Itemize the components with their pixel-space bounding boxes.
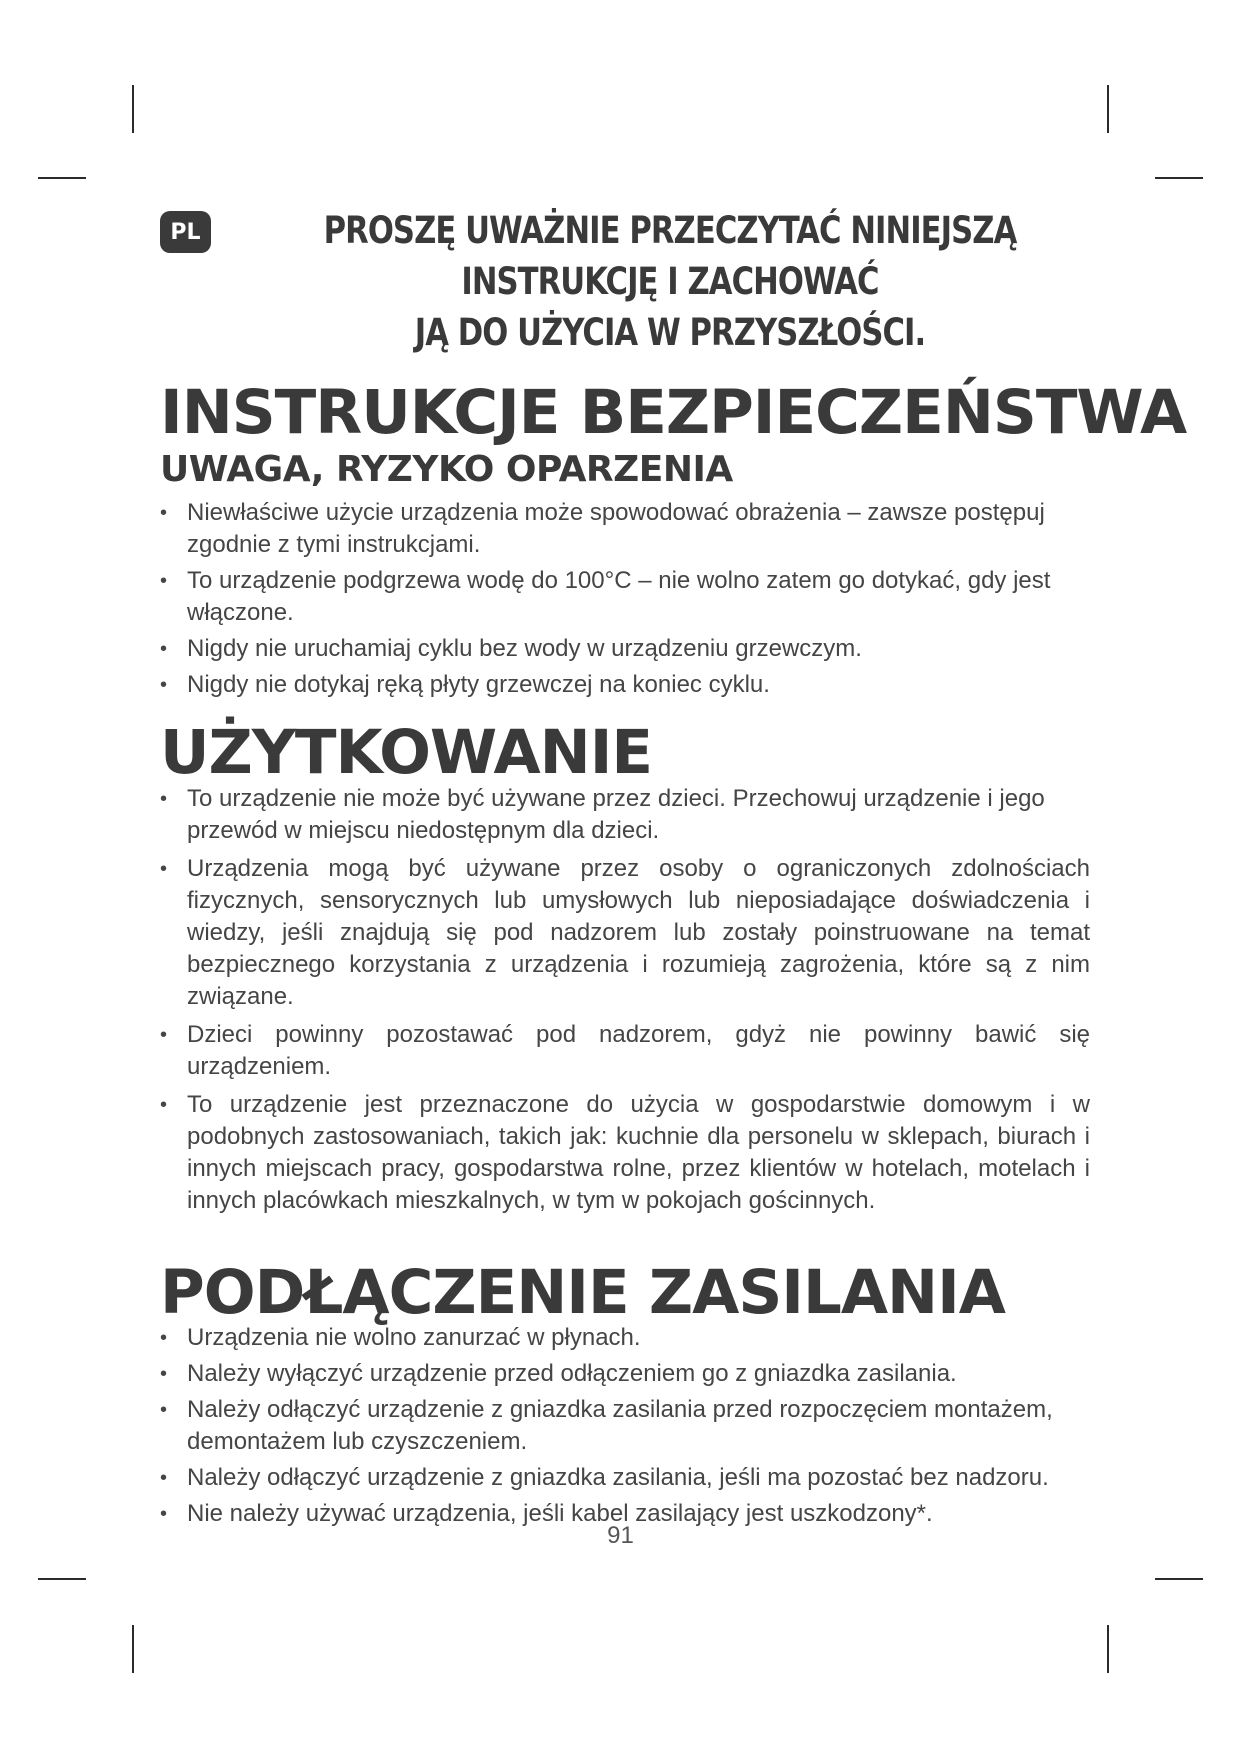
crop-mark-top-right-vertical bbox=[1107, 85, 1109, 133]
header-line-2: INSTRUKCJĘ I ZACHOWAĆ bbox=[461, 260, 879, 303]
usage-item: • To urządzenie nie może być używane przez dzieci. Przechowuj urządzenie i jego przewód w miejscu niedostępnym dla dzieci. bbox=[160, 783, 1090, 847]
power-item: • Nie należy używać urządzenia, jeśli kabel zasilający jest uszkodzony*. bbox=[160, 1498, 1090, 1530]
safety-section-title: INSTRUKCJE BEZPIECZEŃSTWA bbox=[160, 377, 1187, 448]
crop-mark-top-right-horizontal bbox=[1155, 177, 1203, 179]
burn-warning-subtitle: UWAGA, RYZYKO OPARZENIA bbox=[160, 449, 733, 490]
language-badge: PL bbox=[160, 211, 211, 253]
crop-mark-top-left-vertical bbox=[132, 85, 134, 133]
power-item: • Należy wyłączyć urządzenie przed odłączeniem go z gniazdka zasilania. bbox=[160, 1358, 1090, 1390]
safety-item: • To urządzenie podgrzewa wodę do 100°C – nie wolno zatem go dotykać, gdy jest włączone. bbox=[160, 565, 1090, 629]
page-number: 91 bbox=[607, 1522, 634, 1549]
safety-list bbox=[160, 497, 1090, 701]
crop-mark-bottom-left-horizontal bbox=[38, 1578, 86, 1580]
header-line-1: PROSZĘ UWAŻNIE PRZECZYTAĆ NINIEJSZĄ bbox=[323, 209, 1017, 252]
safety-item: • Niewłaściwe użycie urządzenia może spowodować obrażenia – zawsze postępuj zgodnie z tymi instrukcjami. bbox=[160, 497, 1090, 561]
crop-mark-bottom-right-vertical bbox=[1107, 1625, 1109, 1673]
usage-list bbox=[160, 783, 1090, 1217]
crop-mark-top-left-horizontal bbox=[38, 177, 86, 179]
power-item: • Należy odłączyć urządzenie z gniazdka zasilania przed rozpoczęciem montażem, demontażem lub czyszczeniem. bbox=[160, 1394, 1090, 1458]
crop-mark-bottom-right-horizontal bbox=[1155, 1578, 1203, 1580]
read-instructions-header bbox=[302, 205, 1038, 358]
usage-item: • Dzieci powinny pozostawać pod nadzorem, gdyż nie powinny bawić się urządzeniem. bbox=[160, 1019, 1090, 1083]
power-item: • Należy odłączyć urządzenie z gniazdka zasilania, jeśli ma pozostać bez nadzoru. bbox=[160, 1462, 1090, 1494]
power-list bbox=[160, 1322, 1090, 1530]
safety-item: • Nigdy nie uruchamiaj cyklu bez wody w urządzeniu grzewczym. bbox=[160, 633, 1090, 665]
power-section-title: PODŁĄCZENIE ZASILANIA bbox=[160, 1257, 1006, 1328]
power-item: • Urządzenia nie wolno zanurzać w płynach. bbox=[160, 1322, 1090, 1354]
usage-item: • Urządzenia mogą być używane przez osoby o ograniczonych zdolnościach fizycznych, sensorycznych lub umysłowych lub nieposiadające doświadczenia i wiedzy, jeśli znajdują się pod nadzorem lub zostały poinstruowane na temat bezpiecznego korzystania z urządzenia i rozumieją zagrożenia, które są z nim związane. bbox=[160, 853, 1090, 1013]
safety-item: • Nigdy nie dotykaj ręką płyty grzewczej na koniec cyklu. bbox=[160, 669, 1090, 701]
usage-item: • To urządzenie jest przeznaczone do użycia w gospodarstwie domowym i w podobnych zastosowaniach, takich jak: kuchnie dla personelu w sklepach, biurach i innych miejscach pracy, gospodarstwa rolne, przez klientów w hotelach, motelach i innych placówkach mieszkalnych, w tym w pokojach gościnnych. bbox=[160, 1089, 1090, 1217]
crop-mark-bottom-left-vertical bbox=[132, 1625, 134, 1673]
header-line-3: JĄ DO UŻYCIA W PRZYSZŁOŚCI. bbox=[414, 311, 926, 354]
usage-section-title: UŻYTKOWANIE bbox=[160, 717, 653, 788]
